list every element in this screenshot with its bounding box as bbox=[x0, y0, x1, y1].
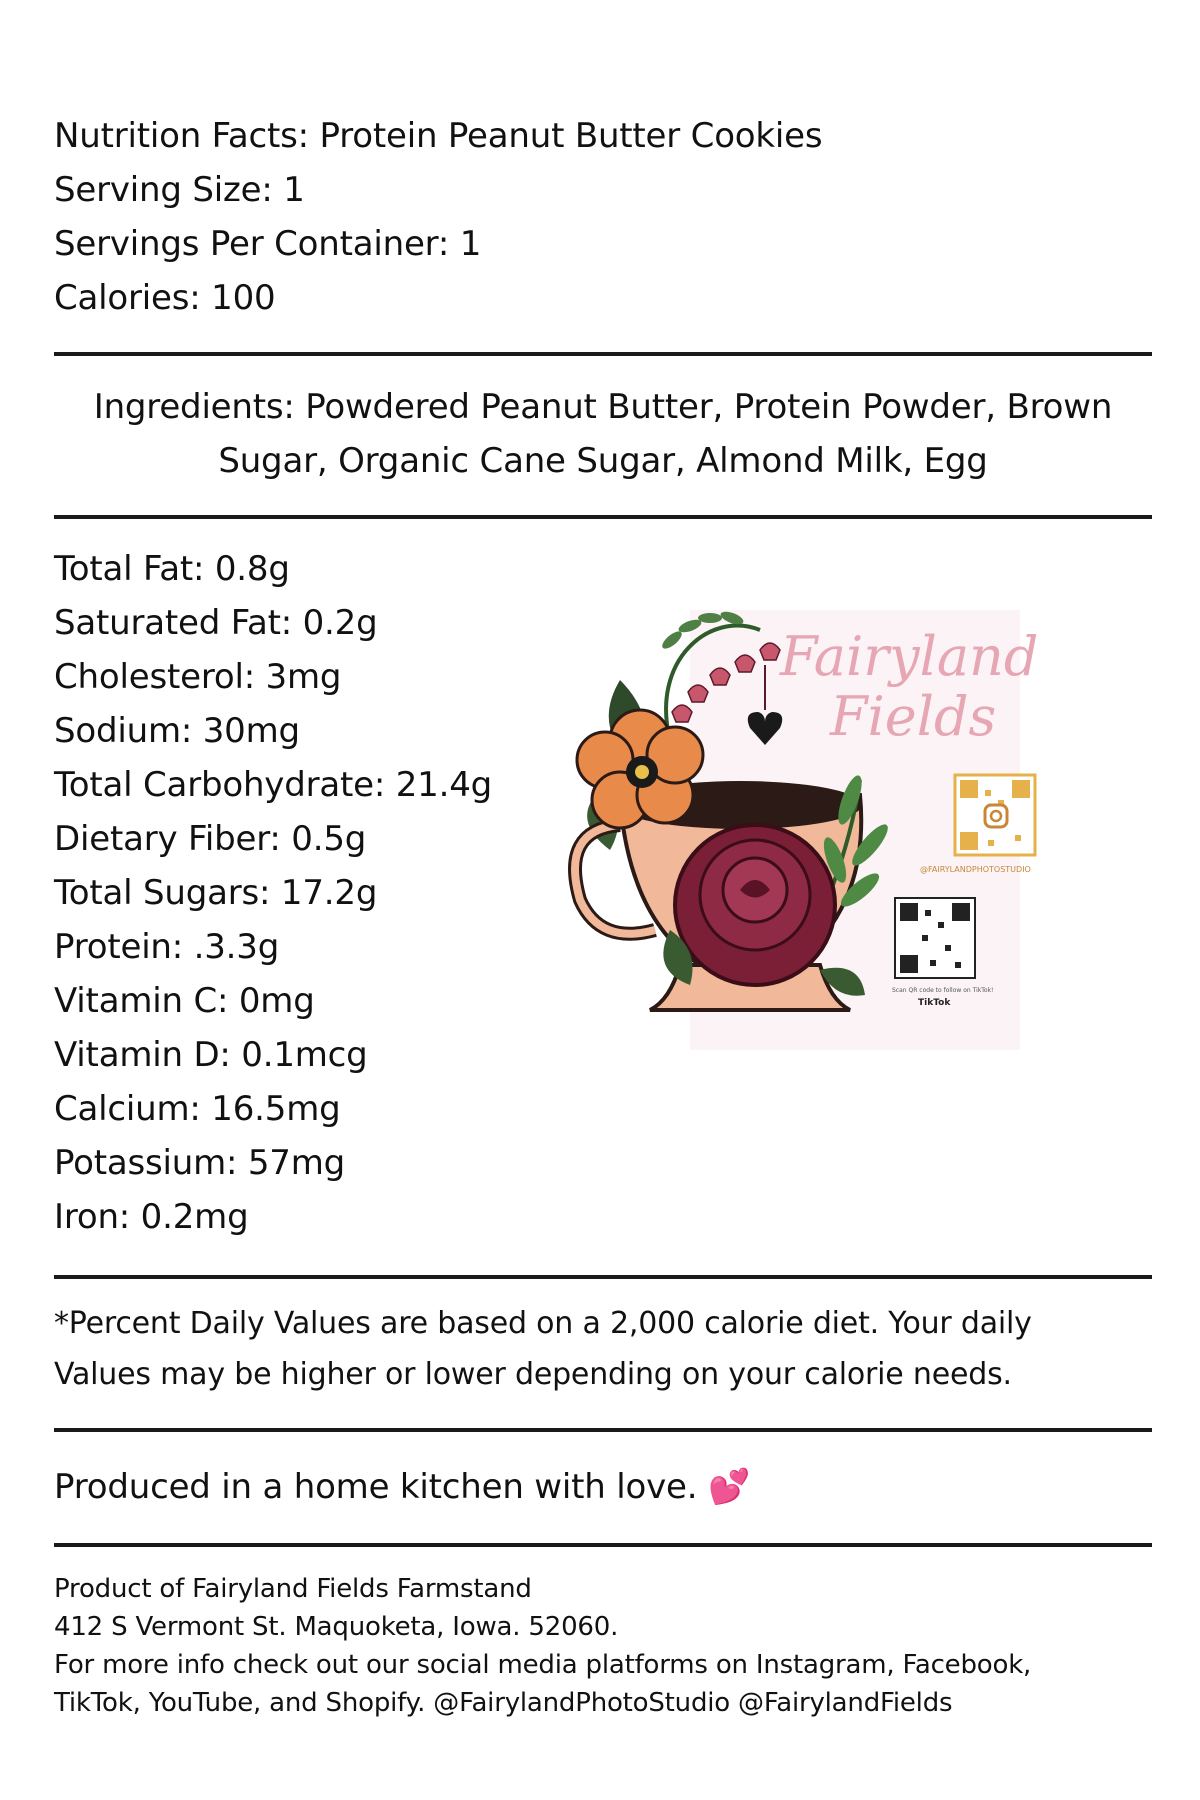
calories: Calories: 100 bbox=[54, 278, 276, 318]
divider-5 bbox=[54, 1543, 1152, 1547]
divider-3 bbox=[54, 1275, 1152, 1279]
nutrient-sodium: Sodium: 30mg bbox=[54, 711, 300, 751]
nutrient-cholesterol: Cholesterol: 3mg bbox=[54, 657, 342, 697]
nutrient-total-sugars: Total Sugars: 17.2g bbox=[54, 873, 378, 913]
instagram-qr-code bbox=[955, 775, 1035, 855]
ingredients-line-2: Sugar, Organic Cane Sugar, Almond Milk, Egg bbox=[218, 441, 988, 481]
footer-address: 412 S Vermont St. Maquoketa, Iowa. 52060. bbox=[54, 1612, 619, 1642]
servings-per-container: Servings Per Container: 1 bbox=[54, 224, 482, 264]
two-hearts-icon: 💕 bbox=[707, 1467, 751, 1507]
tiktok-qr-code bbox=[895, 898, 975, 978]
nutrient-dietary-fiber: Dietary Fiber: 0.5g bbox=[54, 819, 367, 859]
nutrient-saturated-fat: Saturated Fat: 0.2g bbox=[54, 603, 378, 643]
footer-producer: Product of Fairyland Fields Farmstand bbox=[54, 1574, 532, 1604]
daily-values-disclaimer-line-2: Values may be higher or lower depending on your calorie needs. bbox=[54, 1357, 1012, 1392]
nutrient-vitamin-d: Vitamin D: 0.1mcg bbox=[54, 1035, 368, 1075]
fairyland-fields-logo bbox=[560, 600, 1100, 1060]
nutrient-protein: Protein: .3.3g bbox=[54, 927, 280, 967]
nutrient-total-carbohydrate: Total Carbohydrate: 21.4g bbox=[54, 765, 493, 805]
logo-text-fairyland: Fairyland bbox=[780, 625, 1039, 688]
serving-size: Serving Size: 1 bbox=[54, 170, 305, 210]
tiktok-label: TikTok bbox=[918, 998, 951, 1008]
love-message-text: Produced in a home kitchen with love. bbox=[54, 1467, 698, 1507]
footer-social-line-1: For more info check out our social media platforms on Instagram, Facebook, bbox=[54, 1650, 1032, 1680]
logo-text-fields: Fields bbox=[830, 685, 997, 748]
divider-2 bbox=[54, 515, 1152, 519]
divider-4 bbox=[54, 1428, 1152, 1432]
crimson-peony bbox=[675, 825, 835, 985]
ingredients-line-1: Ingredients: Powdered Peanut Butter, Protein Powder, Brown bbox=[93, 387, 1113, 427]
divider-1 bbox=[54, 352, 1152, 356]
tiktok-caption: Scan QR code to follow on TikTok! bbox=[892, 987, 994, 994]
nutrient-calcium: Calcium: 16.5mg bbox=[54, 1089, 341, 1129]
nutrient-vitamin-c: Vitamin C: 0mg bbox=[54, 981, 315, 1021]
daily-values-disclaimer-line-1: *Percent Daily Values are based on a 2,000 calorie diet. Your daily bbox=[54, 1306, 1032, 1341]
nutrient-total-fat: Total Fat: 0.8g bbox=[54, 549, 290, 589]
nutrient-iron: Iron: 0.2mg bbox=[54, 1197, 249, 1237]
orange-flower bbox=[577, 710, 703, 828]
label-title: Nutrition Facts: Protein Peanut Butter Cookies bbox=[54, 116, 823, 156]
footer-social-line-2: TikTok, YouTube, and Shopify. @FairylandPhotoStudio @FairylandFields bbox=[54, 1688, 953, 1718]
love-message bbox=[54, 1460, 750, 1514]
instagram-handle: @FAIRYLANDPHOTOSTUDIO bbox=[920, 865, 1031, 874]
nutrient-potassium: Potassium: 57mg bbox=[54, 1143, 346, 1183]
